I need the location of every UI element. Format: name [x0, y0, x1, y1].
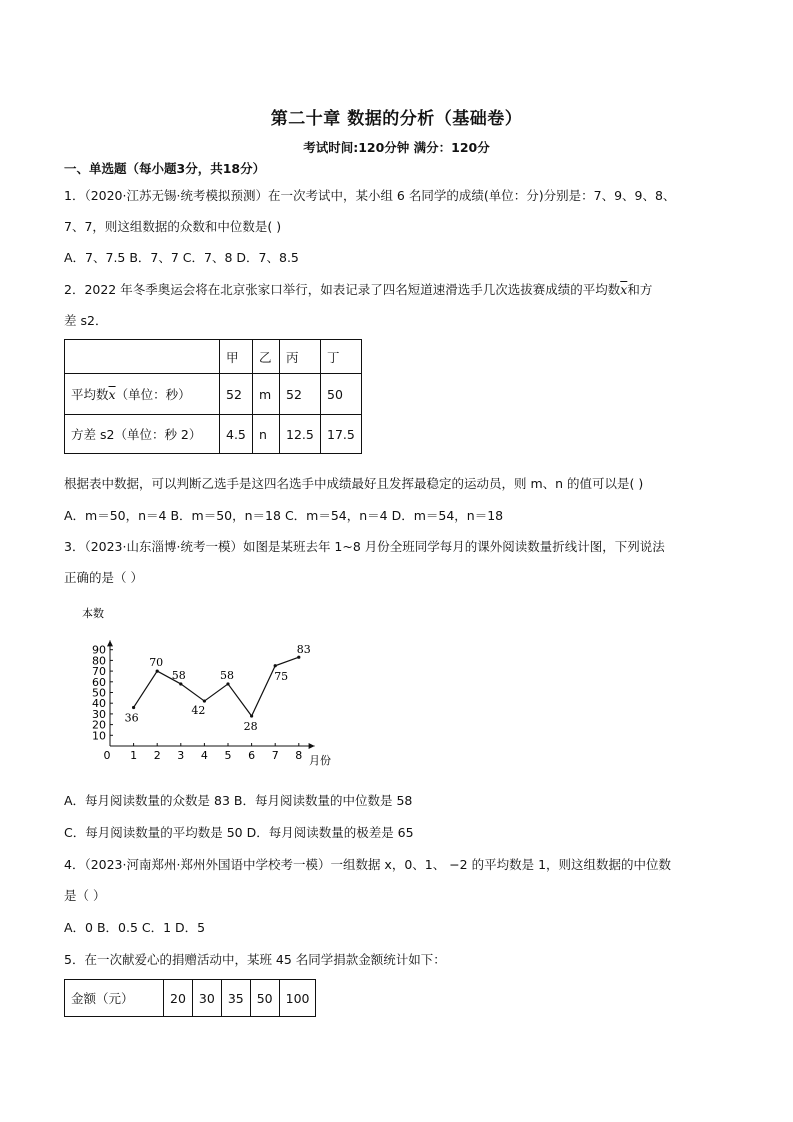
- x-tick-label: 1: [130, 749, 138, 762]
- q2-after-text: 根据表中数据，可以判断乙选手是这四名选手中成绩最好且发挥最稳定的运动员，则 m、n 的值可以是( ): [64, 476, 644, 491]
- data-point: [179, 682, 182, 685]
- row-label-a: 平均数: [71, 387, 109, 402]
- table-header: 甲: [220, 340, 253, 374]
- table-cell: 12.5: [280, 415, 321, 454]
- x-tick-label: 6: [248, 749, 256, 762]
- q3-line2: 正确的是（ ）: [64, 570, 143, 585]
- q4-options: A．0 B．0.5 C．1 D．5: [64, 920, 206, 935]
- data-label: 70: [149, 656, 164, 670]
- data-label: 58: [171, 668, 186, 682]
- data-label: 83: [296, 643, 311, 657]
- table-cell: m: [253, 374, 280, 415]
- table-cell: 100: [279, 980, 316, 1017]
- y-tick-label: 60: [92, 675, 106, 689]
- x-tick-label: 3: [177, 749, 185, 762]
- y-tick-label: 30: [92, 707, 106, 721]
- x-axis-label: 月份: [309, 754, 331, 767]
- exam-info: 考试时间:120分钟 满分：120分: [303, 140, 490, 155]
- y-axis-arrow: [107, 640, 113, 646]
- q5-line1: 5．在一次献爱心的捐赠活动中，某班 45 名同学捐款金额统计如下：: [64, 952, 446, 967]
- x-axis-arrow: [309, 743, 315, 749]
- data-point: [250, 714, 253, 717]
- data-point: [226, 682, 229, 685]
- q4-line1: 4．（2023·河南郑州·郑州外国语中学校考一模）一组数据 x，0、1、 −2 的平均数是 1，则这组数据的中位数: [64, 857, 672, 872]
- y-tick-label: 10: [92, 729, 106, 743]
- table-cell: 50: [250, 980, 279, 1017]
- q3-options-cd: C．每月阅读数量的平均数是 50 D．每月阅读数量的极差是 65: [64, 825, 414, 840]
- table-cell: [65, 340, 220, 374]
- q3-options-ab: A．每月阅读数量的众数是 83 B．每月阅读数量的中位数是 58: [64, 793, 413, 808]
- data-label: 58: [220, 668, 234, 682]
- table-row-label: 金额（元）: [65, 980, 164, 1017]
- table-row: [65, 415, 362, 454]
- x-tick-label: 4: [200, 749, 208, 762]
- reading-line-chart: [72, 605, 342, 770]
- x-tick-label: 5: [224, 749, 232, 762]
- y-tick-label: 80: [92, 654, 106, 668]
- y-tick-label: 50: [92, 686, 106, 700]
- table-row-label: 方差 s2（单位：秒 2）: [65, 415, 220, 454]
- q3-line1: 3．（2023·山东淄博·统考一模）如图是某班去年 1~8 月份全班同学每月的课外阅读数量折线计图，下列说法: [64, 539, 665, 554]
- table-cell: 52: [220, 374, 253, 415]
- q2-line1-b: 和方: [627, 282, 653, 297]
- table-row-label: [65, 374, 220, 415]
- page-title: 第二十章 数据的分析（基础卷）: [270, 109, 523, 129]
- table-cell: 50: [321, 374, 362, 415]
- table-row: [65, 340, 362, 374]
- data-point: [156, 670, 159, 673]
- table-row: [65, 374, 362, 415]
- x-tick-label: 2: [153, 749, 161, 762]
- xbar-symbol: $\overline{x}$: [620, 282, 628, 297]
- q2-options: A．m＝50，n＝4 B．m＝50，n＝18 C．m＝54，n＝4 D．m＝54，n＝18: [64, 508, 504, 523]
- data-labels: [125, 643, 311, 733]
- data-point: [203, 699, 206, 702]
- data-label: 42: [191, 704, 206, 718]
- q4-line2: 是（ ）: [64, 888, 106, 903]
- table-cell: 30: [192, 980, 221, 1017]
- data-point: [274, 664, 277, 667]
- q2-line1-a: 2．2022 年冬季奥运会将在北京张家口举行，如表记录了四名短道速滑选手几次选拔赛成绩的平均数: [64, 282, 621, 297]
- x-tick-label: 0: [103, 749, 111, 762]
- y-tick-label: 70: [92, 665, 106, 679]
- table-header: 丙: [280, 340, 321, 374]
- q1-options: A．7、7.5 B．7、7 C．7、8 D．7、8.5: [64, 250, 299, 265]
- table-cell: 4.5: [220, 415, 253, 454]
- chart-axes: [107, 640, 315, 749]
- q2-line1: [64, 282, 652, 298]
- data-label: 28: [243, 720, 258, 734]
- table-cell: n: [253, 415, 280, 454]
- section-heading: 一、单选题（每小题3分，共18分）: [64, 161, 266, 176]
- table-header: 乙: [253, 340, 280, 374]
- table-cell: 35: [221, 980, 250, 1017]
- y-tick-label: 40: [92, 697, 106, 711]
- table-row: [65, 980, 316, 1017]
- table-cell: 52: [280, 374, 321, 415]
- y-axis-label: 本数: [82, 607, 104, 620]
- data-point: [132, 706, 135, 709]
- q1-line2: 7、7，则这组数据的众数和中位数是( ): [64, 219, 282, 234]
- x-tick-label: 8: [295, 749, 303, 762]
- q5-table: [64, 979, 316, 1017]
- data-label: 75: [274, 669, 289, 683]
- q1-line1: 1．（2020·江苏无锡·统考模拟预测）在一次考试中，某小组 6 名同学的成绩(单位：分)分别是：7、9、9、8、: [64, 188, 676, 203]
- table-header: 丁: [321, 340, 362, 374]
- data-label: 36: [124, 711, 139, 725]
- y-tick-label: 20: [92, 718, 106, 732]
- q2-line2: 差 s2．: [64, 313, 108, 328]
- q2-table: [64, 339, 362, 454]
- xbar-symbol: $\overline{x}$: [108, 387, 116, 402]
- row-label-b: （单位：秒）: [115, 387, 191, 402]
- y-tick-label: 90: [92, 643, 106, 657]
- table-cell: 17.5: [321, 415, 362, 454]
- x-tick-label: 7: [271, 749, 279, 762]
- table-cell: 20: [164, 980, 193, 1017]
